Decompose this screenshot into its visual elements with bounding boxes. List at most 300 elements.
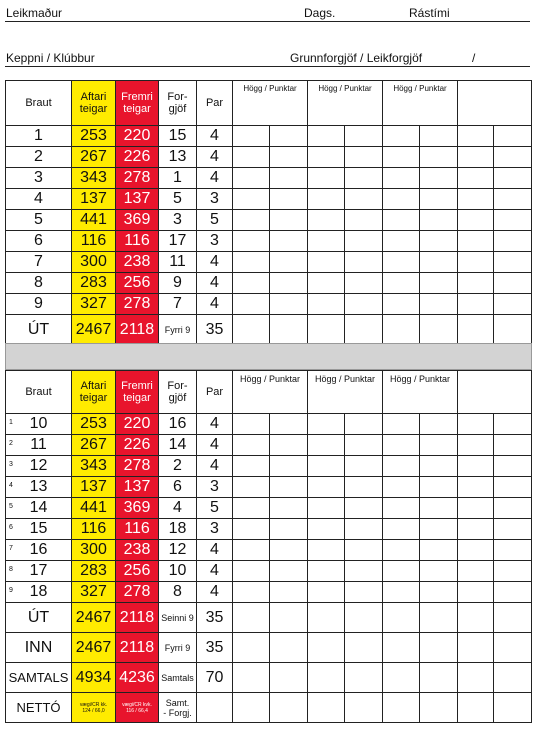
score-cell[interactable] <box>308 456 345 477</box>
score-cell[interactable] <box>420 456 458 477</box>
back-tee-distance: 137 <box>72 189 116 210</box>
score-cell[interactable] <box>308 126 345 147</box>
score-cell[interactable] <box>308 633 345 663</box>
score-cell[interactable] <box>420 435 458 456</box>
score-cell[interactable] <box>420 126 458 147</box>
hole-par: 4 <box>197 435 233 456</box>
score-cell[interactable] <box>420 252 458 273</box>
hole-par: 3 <box>197 519 233 540</box>
score-cell[interactable] <box>308 273 345 294</box>
score-cell[interactable] <box>233 663 270 693</box>
back-tee-line1: Aftari <box>80 91 107 103</box>
score-cell[interactable] <box>383 168 420 189</box>
score-cell[interactable] <box>233 693 270 723</box>
score-cell[interactable] <box>345 693 383 723</box>
score-cell[interactable] <box>270 126 308 147</box>
hole-number <box>6 540 72 561</box>
score-cell[interactable] <box>233 294 270 315</box>
score-cell[interactable] <box>458 456 494 477</box>
score-cell[interactable] <box>345 498 383 519</box>
score-cell[interactable] <box>308 498 345 519</box>
score-cell[interactable] <box>270 663 308 693</box>
score-cell[interactable] <box>345 126 383 147</box>
score-cell[interactable] <box>494 561 532 582</box>
score-cell[interactable] <box>458 519 494 540</box>
score-cell[interactable] <box>494 168 532 189</box>
score-cell[interactable] <box>494 252 532 273</box>
hole-handicap: 15 <box>159 126 197 147</box>
front-tee-distance: 226 <box>116 147 159 168</box>
score-cell[interactable] <box>458 663 494 693</box>
score-cell[interactable] <box>383 498 420 519</box>
score-cell[interactable] <box>420 663 458 693</box>
score-cell[interactable] <box>270 294 308 315</box>
score-cell[interactable] <box>458 498 494 519</box>
col-front-tee <box>116 81 159 126</box>
score-cell[interactable] <box>345 315 383 346</box>
score-cell[interactable] <box>345 435 383 456</box>
score-cell[interactable] <box>233 126 270 147</box>
competition-line[interactable] <box>5 66 530 67</box>
date-label: Dags. <box>304 6 336 20</box>
score-cell[interactable] <box>345 252 383 273</box>
back-tee-distance: 441 <box>72 498 116 519</box>
col-par: Par <box>197 371 233 414</box>
col-back-tee <box>72 371 116 414</box>
score-cell[interactable] <box>345 477 383 498</box>
front-tee-distance: 238 <box>116 540 159 561</box>
score-cell[interactable] <box>270 693 308 723</box>
score-cell[interactable] <box>270 168 308 189</box>
score-cell[interactable] <box>345 294 383 315</box>
hole-row <box>6 126 532 147</box>
score-cell[interactable] <box>458 414 494 435</box>
competition-label: Keppni / Klúbbur <box>6 51 95 65</box>
score-cell[interactable] <box>420 561 458 582</box>
score-cell[interactable] <box>494 414 532 435</box>
tee-time-label: Rástími <box>409 6 450 20</box>
col-back-tee <box>72 81 116 126</box>
back-header-row <box>6 371 532 414</box>
col-strokes-3: Högg / Punktar <box>383 81 458 126</box>
score-cell[interactable] <box>420 231 458 252</box>
total-label: ÚT <box>6 603 72 633</box>
front-tee-distance: 256 <box>116 561 159 582</box>
hole-row <box>6 561 532 582</box>
front-tee-distance: 278 <box>116 294 159 315</box>
score-cell[interactable] <box>420 582 458 603</box>
score-cell[interactable] <box>494 603 532 633</box>
score-cell[interactable] <box>308 168 345 189</box>
score-cell[interactable] <box>420 168 458 189</box>
score-cell[interactable] <box>270 498 308 519</box>
score-cell[interactable] <box>494 189 532 210</box>
score-cell[interactable] <box>494 435 532 456</box>
score-cell[interactable] <box>345 456 383 477</box>
separator-bar <box>5 343 532 370</box>
row-index: 7 <box>9 545 13 552</box>
score-cell[interactable] <box>270 540 308 561</box>
score-cell[interactable] <box>383 294 420 315</box>
score-cell[interactable] <box>270 147 308 168</box>
col-front-tee <box>116 371 159 414</box>
score-cell[interactable] <box>494 147 532 168</box>
score-cell[interactable] <box>308 435 345 456</box>
score-cell[interactable] <box>494 540 532 561</box>
front-tee-distance: 238 <box>116 252 159 273</box>
hole-handicap: 8 <box>159 582 197 603</box>
score-cell[interactable] <box>308 693 345 723</box>
score-cell[interactable] <box>345 273 383 294</box>
score-cell[interactable] <box>383 540 420 561</box>
score-cell[interactable] <box>420 273 458 294</box>
front-tee-distance: 220 <box>116 414 159 435</box>
hole-handicap: 7 <box>159 294 197 315</box>
front-tee-distance: 278 <box>116 168 159 189</box>
hcp-line1: For- <box>167 91 188 103</box>
score-cell[interactable] <box>308 414 345 435</box>
front-tee-distance: 278 <box>116 582 159 603</box>
score-cell[interactable] <box>270 633 308 663</box>
total-back: 2467 <box>72 633 116 663</box>
score-cell[interactable] <box>270 519 308 540</box>
netto-hcp-line2: - Forgj. <box>163 707 192 718</box>
front-tee-line2: teigar <box>123 392 151 404</box>
score-cell[interactable] <box>383 663 420 693</box>
score-cell[interactable] <box>383 693 420 723</box>
total-hcp: Fyrri 9 <box>159 633 197 663</box>
score-cell[interactable] <box>494 210 532 231</box>
score-cell[interactable] <box>308 603 345 633</box>
score-cell[interactable] <box>233 315 270 346</box>
score-cell[interactable] <box>420 540 458 561</box>
score-cell[interactable] <box>233 273 270 294</box>
score-cell[interactable] <box>420 519 458 540</box>
score-cell[interactable] <box>345 147 383 168</box>
score-cell[interactable] <box>458 693 494 723</box>
score-cell[interactable] <box>345 540 383 561</box>
score-cell[interactable] <box>233 477 270 498</box>
hole-row <box>6 273 532 294</box>
score-cell[interactable] <box>383 126 420 147</box>
score-cell[interactable] <box>458 126 494 147</box>
hcp-line2: gjöf <box>168 103 187 115</box>
score-cell[interactable] <box>308 477 345 498</box>
score-cell[interactable] <box>494 231 532 252</box>
score-cell[interactable] <box>308 519 345 540</box>
score-cell[interactable] <box>345 519 383 540</box>
score-cell[interactable] <box>420 603 458 633</box>
score-cell[interactable] <box>494 294 532 315</box>
total-front: 2118 <box>116 633 159 663</box>
total-front: 4236 <box>116 663 159 693</box>
score-cell[interactable] <box>233 456 270 477</box>
score-cell[interactable] <box>308 540 345 561</box>
hole-number: 1 <box>6 126 72 147</box>
score-cell[interactable] <box>383 273 420 294</box>
handicap-label: Grunnforgjöf / Leikforgjöf <box>290 51 423 65</box>
score-cell[interactable] <box>345 561 383 582</box>
score-cell[interactable] <box>458 477 494 498</box>
score-cell[interactable] <box>420 693 458 723</box>
score-cell[interactable] <box>345 633 383 663</box>
hole-row <box>6 498 532 519</box>
hole-handicap: 14 <box>159 435 197 456</box>
back-tee-distance: 267 <box>72 147 116 168</box>
score-cell[interactable] <box>458 273 494 294</box>
front-tee-line1: Fremri <box>121 91 153 103</box>
score-cell[interactable] <box>345 189 383 210</box>
score-cell[interactable] <box>270 414 308 435</box>
score-cell[interactable] <box>420 147 458 168</box>
back-tee-distance: 116 <box>72 231 116 252</box>
hole-par: 4 <box>197 561 233 582</box>
score-cell[interactable] <box>270 603 308 633</box>
score-cell[interactable] <box>270 456 308 477</box>
score-cell[interactable] <box>383 561 420 582</box>
score-cell[interactable] <box>494 456 532 477</box>
score-cell[interactable] <box>308 663 345 693</box>
score-cell[interactable] <box>383 147 420 168</box>
score-cell[interactable] <box>233 168 270 189</box>
front-tee-distance: 220 <box>116 126 159 147</box>
score-cell[interactable] <box>494 498 532 519</box>
total-hcp: Fyrri 9 <box>159 315 197 346</box>
score-cell[interactable] <box>345 603 383 633</box>
hole-row <box>6 231 532 252</box>
score-cell[interactable] <box>420 315 458 346</box>
hole-row <box>6 477 532 498</box>
score-cell[interactable] <box>420 477 458 498</box>
hole-par: 4 <box>197 273 233 294</box>
row-index: 9 <box>9 587 13 594</box>
hole-par: 4 <box>197 540 233 561</box>
hole-row <box>6 168 532 189</box>
score-cell[interactable] <box>458 540 494 561</box>
back-tee-distance: 253 <box>72 414 116 435</box>
front-rating <box>116 693 159 723</box>
hole-number-text: 10 <box>29 415 48 432</box>
score-cell[interactable] <box>270 477 308 498</box>
score-cell[interactable] <box>233 231 270 252</box>
back-tee-distance: 137 <box>72 477 116 498</box>
hole-number <box>6 477 72 498</box>
score-cell[interactable] <box>270 582 308 603</box>
total-hcp: Seinni 9 <box>159 603 197 633</box>
hole-handicap: 6 <box>159 477 197 498</box>
score-cell[interactable] <box>494 693 532 723</box>
score-cell[interactable] <box>233 561 270 582</box>
score-cell[interactable] <box>270 435 308 456</box>
score-cell[interactable] <box>345 414 383 435</box>
hole-handicap: 9 <box>159 273 197 294</box>
score-cell[interactable] <box>233 252 270 273</box>
score-cell[interactable] <box>383 519 420 540</box>
score-cell[interactable] <box>494 126 532 147</box>
hole-number: 6 <box>6 231 72 252</box>
hole-number <box>6 435 72 456</box>
score-cell[interactable] <box>233 603 270 633</box>
front-tee-distance: 137 <box>116 477 159 498</box>
score-cell[interactable] <box>458 252 494 273</box>
score-cell[interactable] <box>345 582 383 603</box>
back-tee-distance: 300 <box>72 540 116 561</box>
front-rating-line2: 116 / 66,4 <box>126 707 148 714</box>
score-cell[interactable] <box>308 147 345 168</box>
score-cell[interactable] <box>383 414 420 435</box>
hole-row <box>6 540 532 561</box>
score-cell[interactable] <box>458 561 494 582</box>
front-tee-distance: 256 <box>116 273 159 294</box>
score-cell[interactable] <box>383 231 420 252</box>
hole-number-text: 15 <box>29 520 48 537</box>
hole-handicap: 11 <box>159 252 197 273</box>
score-cell[interactable] <box>420 189 458 210</box>
front-tee-distance: 226 <box>116 435 159 456</box>
hole-handicap: 10 <box>159 561 197 582</box>
score-cell[interactable] <box>270 189 308 210</box>
front-tee-distance: 116 <box>116 519 159 540</box>
score-cell[interactable] <box>308 294 345 315</box>
score-cell[interactable] <box>383 210 420 231</box>
score-cell[interactable] <box>420 294 458 315</box>
score-cell[interactable] <box>383 189 420 210</box>
hole-number: 2 <box>6 147 72 168</box>
score-cell[interactable] <box>458 633 494 663</box>
score-cell[interactable] <box>494 273 532 294</box>
score-cell[interactable] <box>233 414 270 435</box>
hole-number-text: 18 <box>29 583 48 600</box>
total-par: 35 <box>197 603 233 633</box>
score-cell[interactable] <box>270 273 308 294</box>
hole-number-text: 17 <box>29 562 48 579</box>
score-cell[interactable] <box>383 603 420 633</box>
score-cell[interactable] <box>345 231 383 252</box>
score-cell[interactable] <box>270 231 308 252</box>
score-cell[interactable] <box>233 633 270 663</box>
score-cell[interactable] <box>270 561 308 582</box>
score-cell[interactable] <box>458 315 494 346</box>
hole-number <box>6 456 72 477</box>
score-cell[interactable] <box>458 231 494 252</box>
score-cell[interactable] <box>233 435 270 456</box>
col-hcp <box>159 81 197 126</box>
score-cell[interactable] <box>420 414 458 435</box>
score-cell[interactable] <box>383 582 420 603</box>
score-cell[interactable] <box>270 210 308 231</box>
score-cell[interactable] <box>345 663 383 693</box>
score-cell[interactable] <box>233 582 270 603</box>
score-cell[interactable] <box>383 252 420 273</box>
score-cell[interactable] <box>494 315 532 346</box>
row-index: 1 <box>9 419 13 426</box>
back-rating-line2: 124 / 66,0 <box>82 707 105 714</box>
score-cell[interactable] <box>270 315 308 346</box>
score-cell[interactable] <box>308 210 345 231</box>
total-par: 35 <box>197 633 233 663</box>
score-cell[interactable] <box>420 210 458 231</box>
netto-label: NETTÓ <box>6 693 72 723</box>
score-cell[interactable] <box>383 456 420 477</box>
hole-handicap: 16 <box>159 414 197 435</box>
hole-handicap: 2 <box>159 456 197 477</box>
total-row <box>6 663 532 693</box>
score-cell[interactable] <box>233 519 270 540</box>
score-cell[interactable] <box>458 603 494 633</box>
back-tee-line2: teigar <box>79 103 108 115</box>
score-cell[interactable] <box>458 210 494 231</box>
score-cell[interactable] <box>494 519 532 540</box>
score-cell[interactable] <box>308 582 345 603</box>
back-rating-line1: vægi/CR kk. <box>79 701 108 708</box>
score-cell[interactable] <box>383 315 420 346</box>
score-cell[interactable] <box>233 498 270 519</box>
hole-par: 5 <box>197 210 233 231</box>
back-tee-distance: 343 <box>72 456 116 477</box>
score-cell[interactable] <box>458 189 494 210</box>
hole-row <box>6 210 532 231</box>
score-cell[interactable] <box>270 252 308 273</box>
score-cell[interactable] <box>420 633 458 663</box>
score-cell[interactable] <box>494 663 532 693</box>
col-hole: Braut <box>6 371 72 414</box>
score-cell[interactable] <box>458 294 494 315</box>
front-tee-line1: Fremri <box>121 380 153 392</box>
netto-par[interactable] <box>197 693 233 723</box>
score-cell[interactable] <box>345 210 383 231</box>
hole-number <box>6 582 72 603</box>
score-cell[interactable] <box>308 315 345 346</box>
score-cell[interactable] <box>233 147 270 168</box>
hole-row <box>6 147 532 168</box>
score-cell[interactable] <box>345 168 383 189</box>
front-tee-line2: teigar <box>123 103 151 115</box>
player-line[interactable] <box>5 21 530 22</box>
score-cell[interactable] <box>308 231 345 252</box>
hole-handicap: 4 <box>159 498 197 519</box>
hole-par: 3 <box>197 189 233 210</box>
hole-row <box>6 519 532 540</box>
hcp-line1: For- <box>167 380 188 392</box>
score-cell[interactable] <box>458 147 494 168</box>
score-cell[interactable] <box>308 252 345 273</box>
score-cell[interactable] <box>458 168 494 189</box>
back-tee-distance: 267 <box>72 435 116 456</box>
score-cell[interactable] <box>494 633 532 663</box>
score-cell[interactable] <box>308 189 345 210</box>
score-cell[interactable] <box>458 435 494 456</box>
score-cell[interactable] <box>383 633 420 663</box>
score-cell[interactable] <box>233 540 270 561</box>
col-strokes-3: Högg / Punktar <box>383 371 458 414</box>
score-cell[interactable] <box>494 582 532 603</box>
hole-row <box>6 189 532 210</box>
score-cell[interactable] <box>458 582 494 603</box>
score-cell[interactable] <box>233 189 270 210</box>
back-tee-line1: Aftari <box>80 380 107 392</box>
score-cell[interactable] <box>308 561 345 582</box>
score-cell[interactable] <box>383 435 420 456</box>
score-cell[interactable] <box>233 210 270 231</box>
hole-row <box>6 435 532 456</box>
back-tee-distance: 327 <box>72 582 116 603</box>
score-cell[interactable] <box>494 477 532 498</box>
total-row <box>6 603 532 633</box>
hole-row <box>6 456 532 477</box>
score-cell[interactable] <box>383 477 420 498</box>
hcp-line2: gjöf <box>168 392 187 404</box>
score-cell[interactable] <box>420 498 458 519</box>
